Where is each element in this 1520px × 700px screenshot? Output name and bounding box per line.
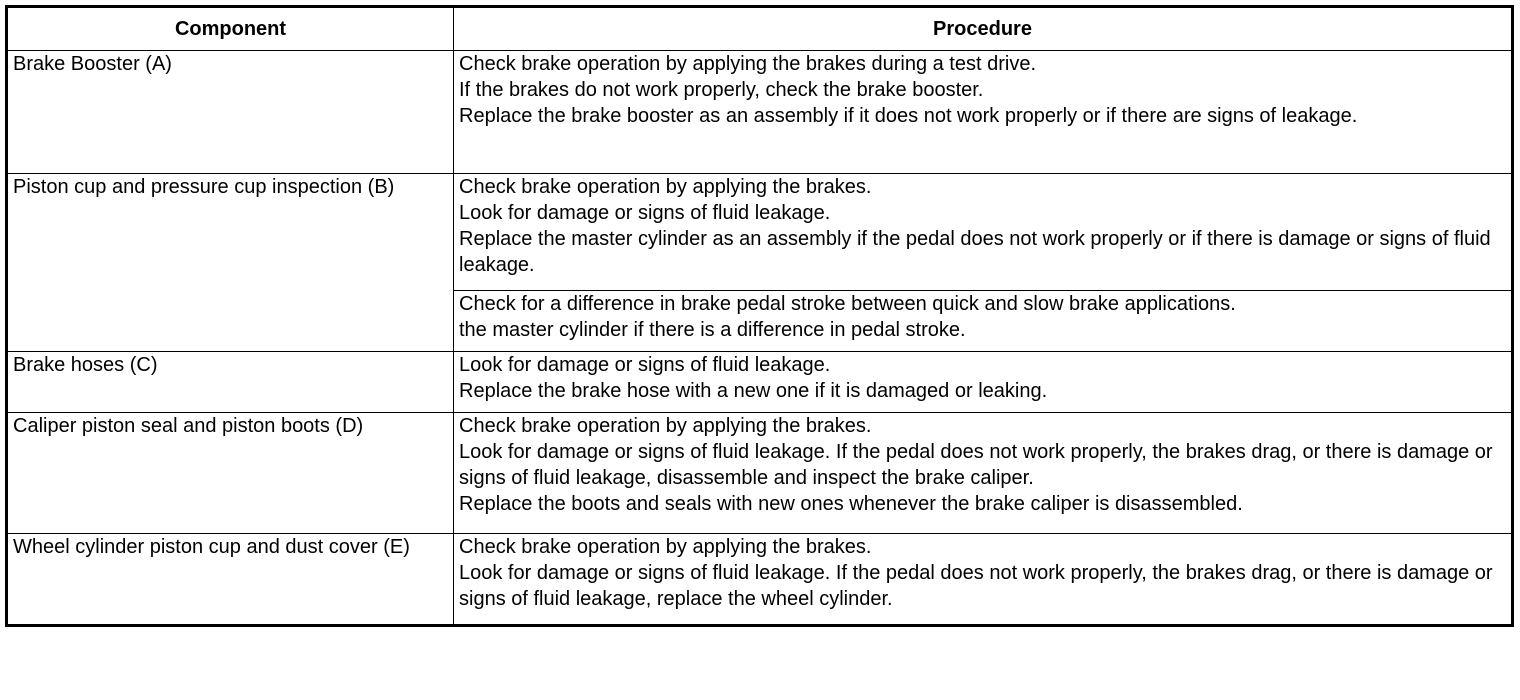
procedure-line: Check brake operation by applying the brakes during a test drive.	[459, 53, 1037, 75]
procedure-cell	[454, 174, 1513, 291]
procedure-cell	[454, 352, 1513, 413]
procedure-line: Check brake operation by applying the brakes.	[459, 536, 872, 558]
procedure-line: If the brakes do not work properly, check the brake booster.	[459, 79, 984, 101]
procedure-cell	[454, 51, 1513, 174]
procedure-cell	[454, 291, 1513, 352]
procedure-line: Check brake operation by applying the brakes.	[459, 415, 872, 437]
header-procedure: Procedure	[454, 7, 1513, 51]
component-cell: Piston cup and pressure cup inspection (B)	[7, 174, 454, 352]
component-cell: Wheel cylinder piston cup and dust cover (E)	[7, 534, 454, 626]
inspection-table	[5, 5, 1514, 627]
table-row	[7, 534, 1513, 626]
header-row	[7, 7, 1513, 51]
procedure-line: Check brake operation by applying the brakes.	[459, 176, 872, 198]
procedure-line: Replace the brake hose with a new one if it is damaged or leaking.	[459, 380, 1048, 402]
procedure-cell	[454, 413, 1513, 534]
procedure-line: Replace the master cylinder as an assembly if the pedal does not work properly or if there is damage or signs of fluid leakage.	[459, 228, 1491, 276]
procedure-line: Look for damage or signs of fluid leakage. If the pedal does not work properly, the brakes drag, or there is damage or signs of fluid leakage, replace the wheel cylinder.	[459, 562, 1493, 610]
procedure-line: Look for damage or signs of fluid leakage.	[459, 202, 831, 224]
component-cell: Brake hoses (C)	[7, 352, 454, 413]
procedure-line: Replace the brake booster as an assembly if it does not work properly or if there are signs of leakage.	[459, 105, 1358, 127]
component-cell: Caliper piston seal and piston boots (D)	[7, 413, 454, 534]
procedure-line: the master cylinder if there is a difference in pedal stroke.	[459, 319, 966, 341]
header-component: Component	[7, 7, 454, 51]
table-row	[7, 51, 1513, 174]
component-cell: Brake Booster (A)	[7, 51, 454, 174]
procedure-line: Look for damage or signs of fluid leakage.	[459, 354, 831, 376]
procedure-line: Replace the boots and seals with new ones whenever the brake caliper is disassembled.	[459, 493, 1243, 515]
table-row	[7, 174, 1513, 291]
procedure-cell	[454, 534, 1513, 626]
procedure-line: Look for damage or signs of fluid leakage. If the pedal does not work properly, the brakes drag, or there is damage or signs of fluid leakage, disassemble and inspect the brake caliper.	[459, 441, 1493, 489]
table-row	[7, 413, 1513, 534]
table-row	[7, 352, 1513, 413]
procedure-line: Check for a difference in brake pedal stroke between quick and slow brake applications.	[459, 293, 1236, 315]
